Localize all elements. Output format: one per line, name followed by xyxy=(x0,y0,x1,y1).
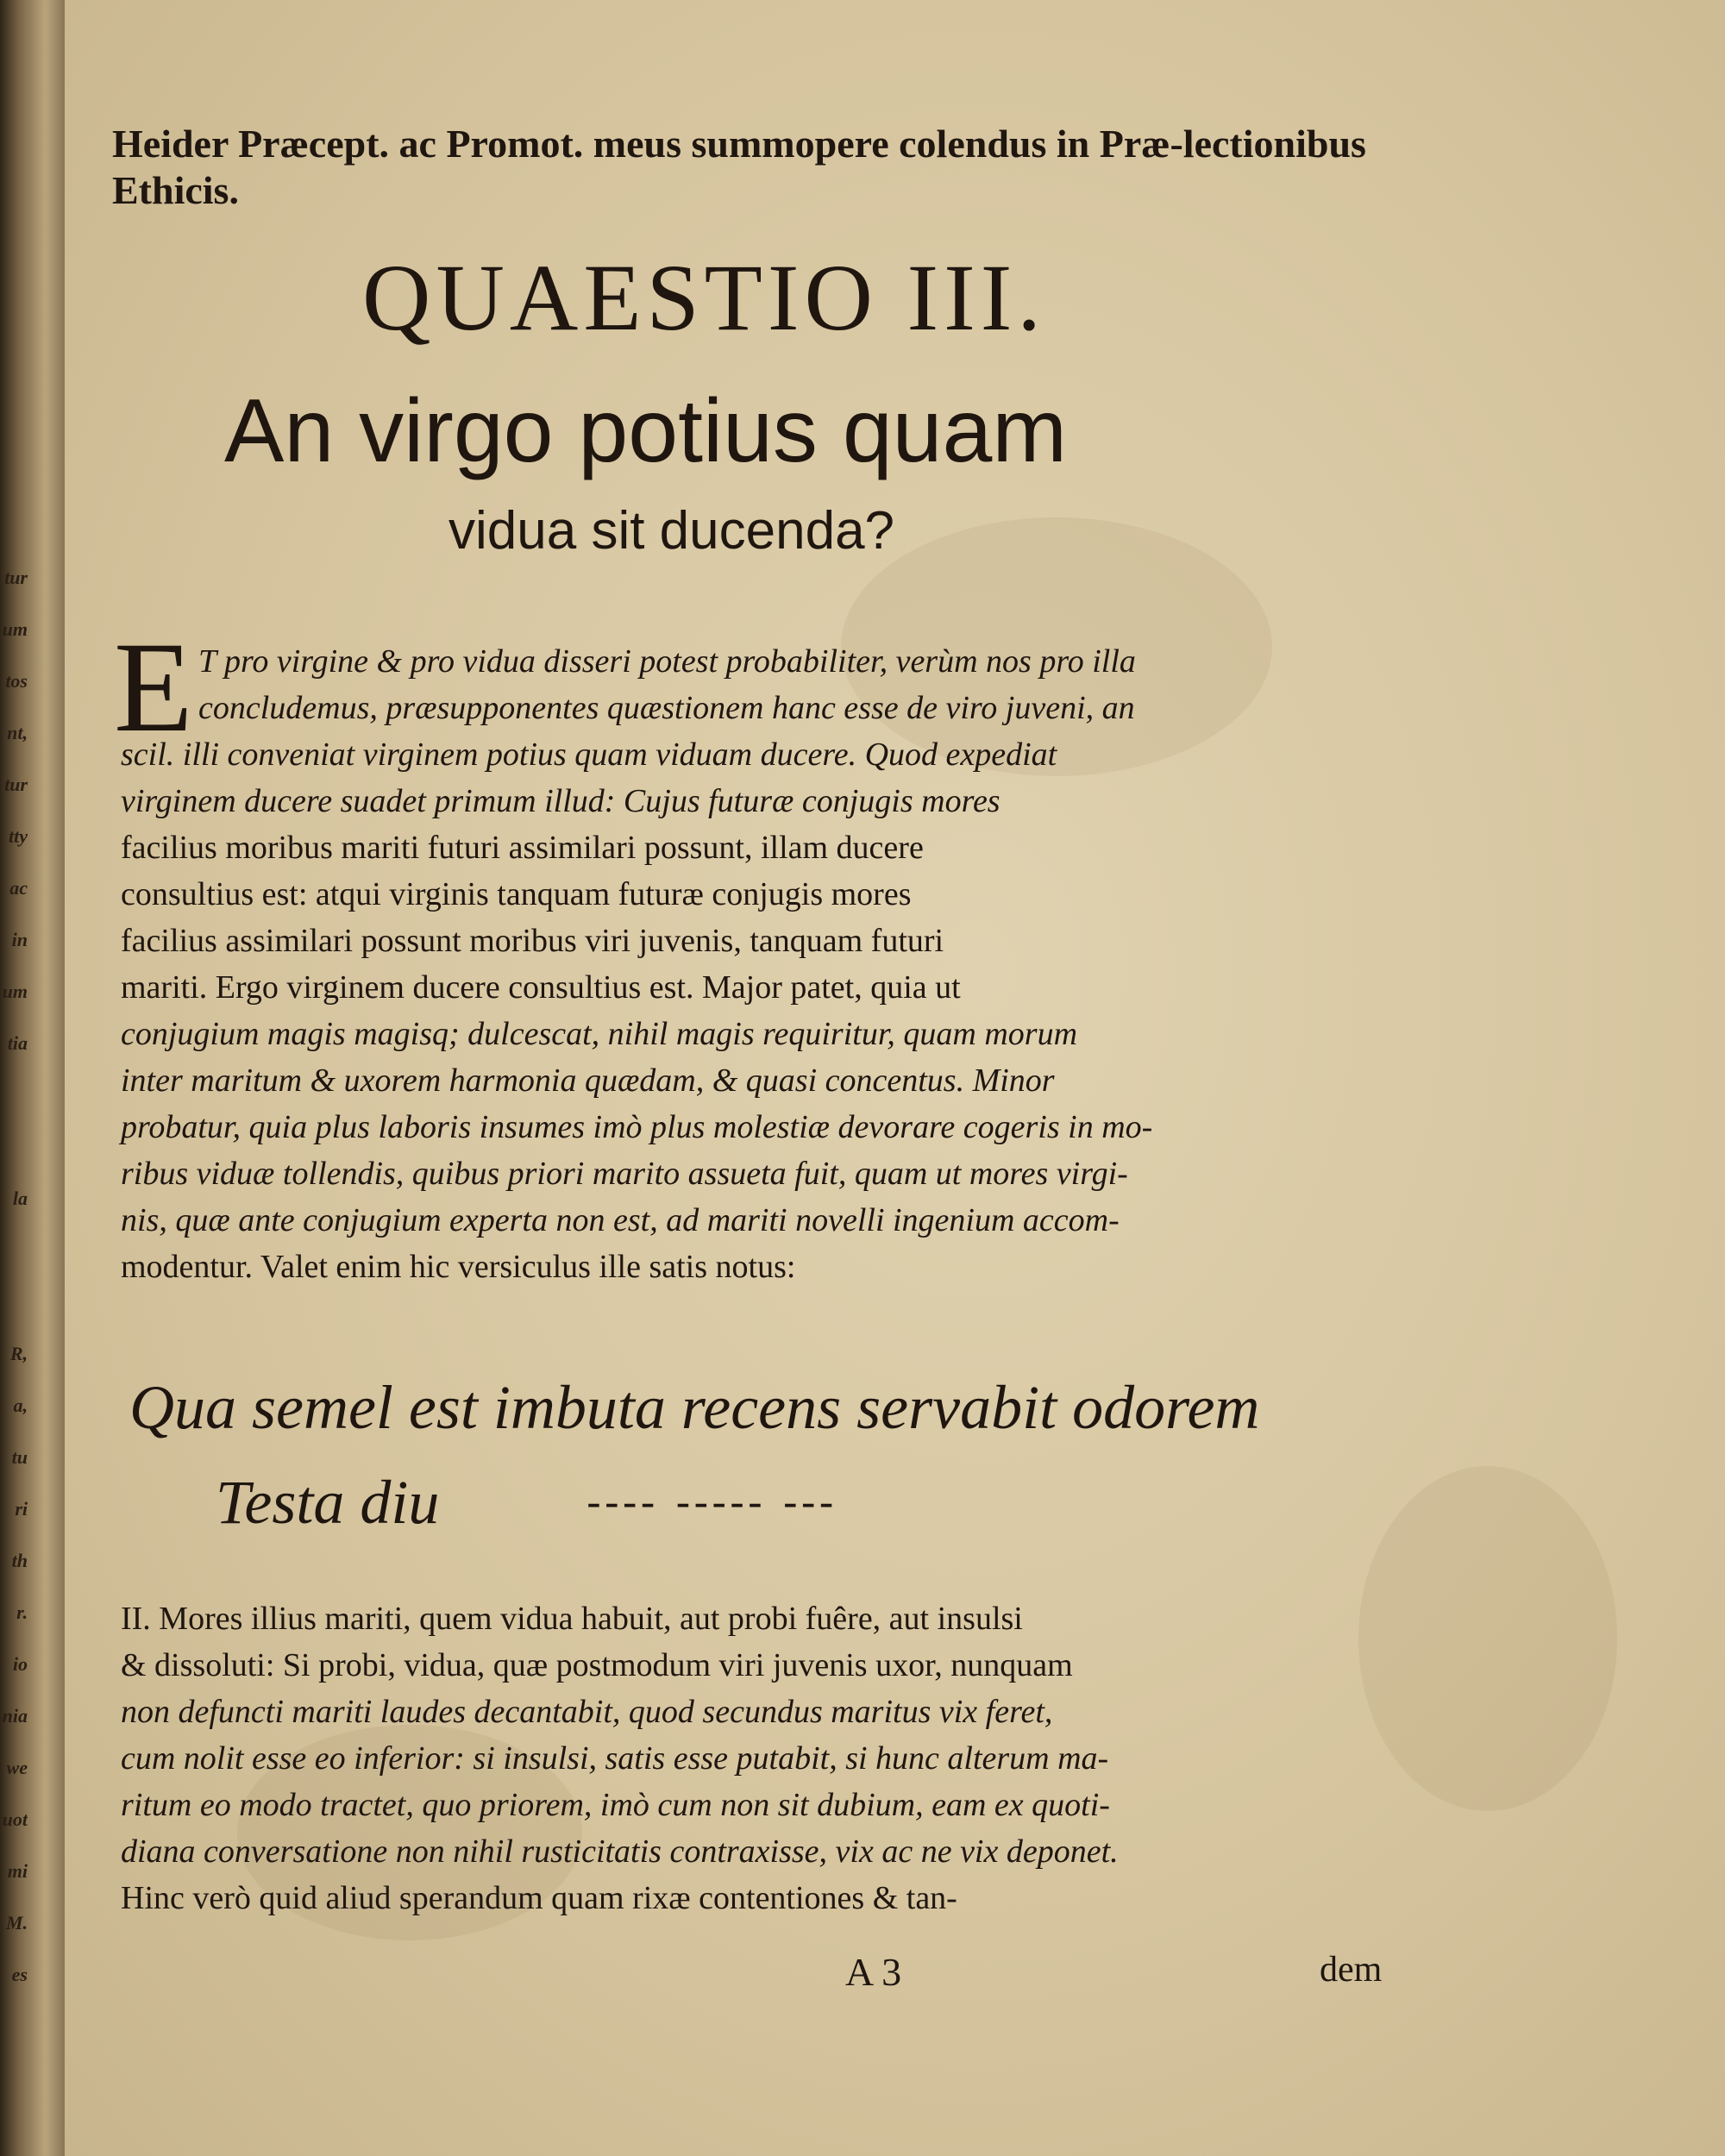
text-line: cum nolit esse eo inferior: si insulsi, satis esse putabit, si hunc alterum ma- xyxy=(121,1740,1109,1777)
text-line: consultius est: atqui virginis tanquam futuræ conjugis mores xyxy=(121,876,912,912)
paper-stain xyxy=(1358,1466,1617,1811)
running-head: Heider Præcept. ac Promot. meus summopere colendus in Præ-lectionibus Ethicis. xyxy=(112,122,1366,212)
margin-fragment: M. xyxy=(5,1912,28,1934)
margin-fragment: r. xyxy=(16,1601,28,1623)
text-line: ribus viduæ tollendis, quibus priori marito assueta fuit, quam ut mores virgi- xyxy=(121,1156,1128,1192)
question-heading-line-1: An virgo potius quam xyxy=(224,381,1067,481)
text-line: diana conversatione non nihil rusticitatis contraxisse, vix ac ne vix deponet. xyxy=(121,1833,1119,1870)
verse-ellipsis-dashes: ---- ----- --- xyxy=(586,1477,837,1527)
margin-fragment: tur xyxy=(4,774,28,795)
margin-fragment: tur xyxy=(4,567,28,588)
margin-fragment: nt, xyxy=(7,722,28,743)
text-line: inter maritum & uxorem harmonia quædam, & quasi concentus. Minor xyxy=(121,1062,1055,1099)
text-line: conjugium magis magisq; dulcescat, nihil magis requiritur, quam morum xyxy=(121,1016,1078,1052)
text-line: modentur. Valet enim hic versiculus ille satis notus: xyxy=(121,1249,796,1285)
text-line: virginem ducere suadet primum illud: Cujus futuræ conjugis mores xyxy=(121,783,1000,819)
margin-fragment: R, xyxy=(9,1343,28,1364)
margin-fragment: th xyxy=(11,1550,28,1571)
margin-fragment: ac xyxy=(9,877,28,899)
text-line: probatur, quia plus laboris insumes imò plus molestiæ devorare cogeris in mo- xyxy=(121,1109,1153,1145)
text-line: Hinc verò quid aliud sperandum quam rixæ contentiones & tan- xyxy=(121,1880,957,1916)
margin-fragment: tos xyxy=(5,670,28,692)
initial-letter: E xyxy=(114,616,193,759)
margin-fragment: es xyxy=(11,1964,28,1985)
margin-fragment: io xyxy=(12,1653,28,1675)
margin-fragment xyxy=(0,1069,28,1121)
margin-fragment: ri xyxy=(15,1498,28,1520)
margin-fragment: a, xyxy=(13,1395,28,1416)
margin-fragment xyxy=(0,1276,28,1328)
question-heading-line-2: vidua sit ducenda? xyxy=(448,501,895,561)
text-line: concludemus, præsupponentes quæstionem hanc esse de viro juveni, an xyxy=(198,690,1135,726)
margin-fragment xyxy=(0,1121,28,1173)
margin-fragment xyxy=(0,1225,28,1276)
text-line: T pro virgine & pro vidua disseri potest probabiliter, verùm nos pro illa xyxy=(198,643,1136,680)
margin-fragment: um xyxy=(2,981,28,1002)
text-line: scil. illi conveniat virginem potius quam viduam ducere. Quod expediat xyxy=(121,736,1057,773)
margin-fragment: uot xyxy=(2,1808,28,1830)
margin-fragment: la xyxy=(12,1188,28,1209)
margin-fragment: nia xyxy=(2,1705,28,1727)
margin-fragment: tia xyxy=(7,1032,28,1054)
text-line: nis, quæ ante conjugium experta non est, ad mariti novelli ingenium accom- xyxy=(121,1202,1120,1238)
margin-fragment: tu xyxy=(11,1446,28,1468)
text-line: II. Mores illius mariti, quem vidua habuit, aut probi fuêre, aut insulsi xyxy=(121,1601,1023,1637)
facing-page-fragments xyxy=(0,552,28,2001)
margin-fragment: tty xyxy=(9,825,28,847)
verse-line-2: Testa diu xyxy=(216,1468,440,1537)
catchword: dem xyxy=(1320,1950,1383,1990)
text-line: non defuncti mariti laudes decantabit, quod secundus maritus vix feret, xyxy=(121,1694,1053,1730)
text-line: mariti. Ergo virginem ducere consultius est. Major patet, quia ut xyxy=(121,969,961,1006)
text-line: & dissoluti: Si probi, vidua, quæ postmodum viri juvenis uxor, nunquam xyxy=(121,1647,1073,1683)
margin-fragment: in xyxy=(11,929,28,950)
margin-fragment: um xyxy=(2,618,28,640)
signature-mark: A 3 xyxy=(845,1950,902,1994)
text-line: facilius assimilari possunt moribus viri juvenis, tanquam futuri xyxy=(121,923,944,959)
text-line: facilius moribus mariti futuri assimilari possunt, illam ducere xyxy=(121,830,924,866)
margin-fragment: mi xyxy=(7,1860,28,1882)
page-title: QUAESTIO III. xyxy=(362,245,1046,350)
margin-fragment: we xyxy=(6,1757,28,1778)
text-line: ritum eo modo tractet, quo priorem, imò cum non sit dubium, eam ex quoti- xyxy=(121,1787,1110,1823)
verse-line-1: Qua semel est imbuta recens servabit odorem xyxy=(129,1373,1260,1442)
